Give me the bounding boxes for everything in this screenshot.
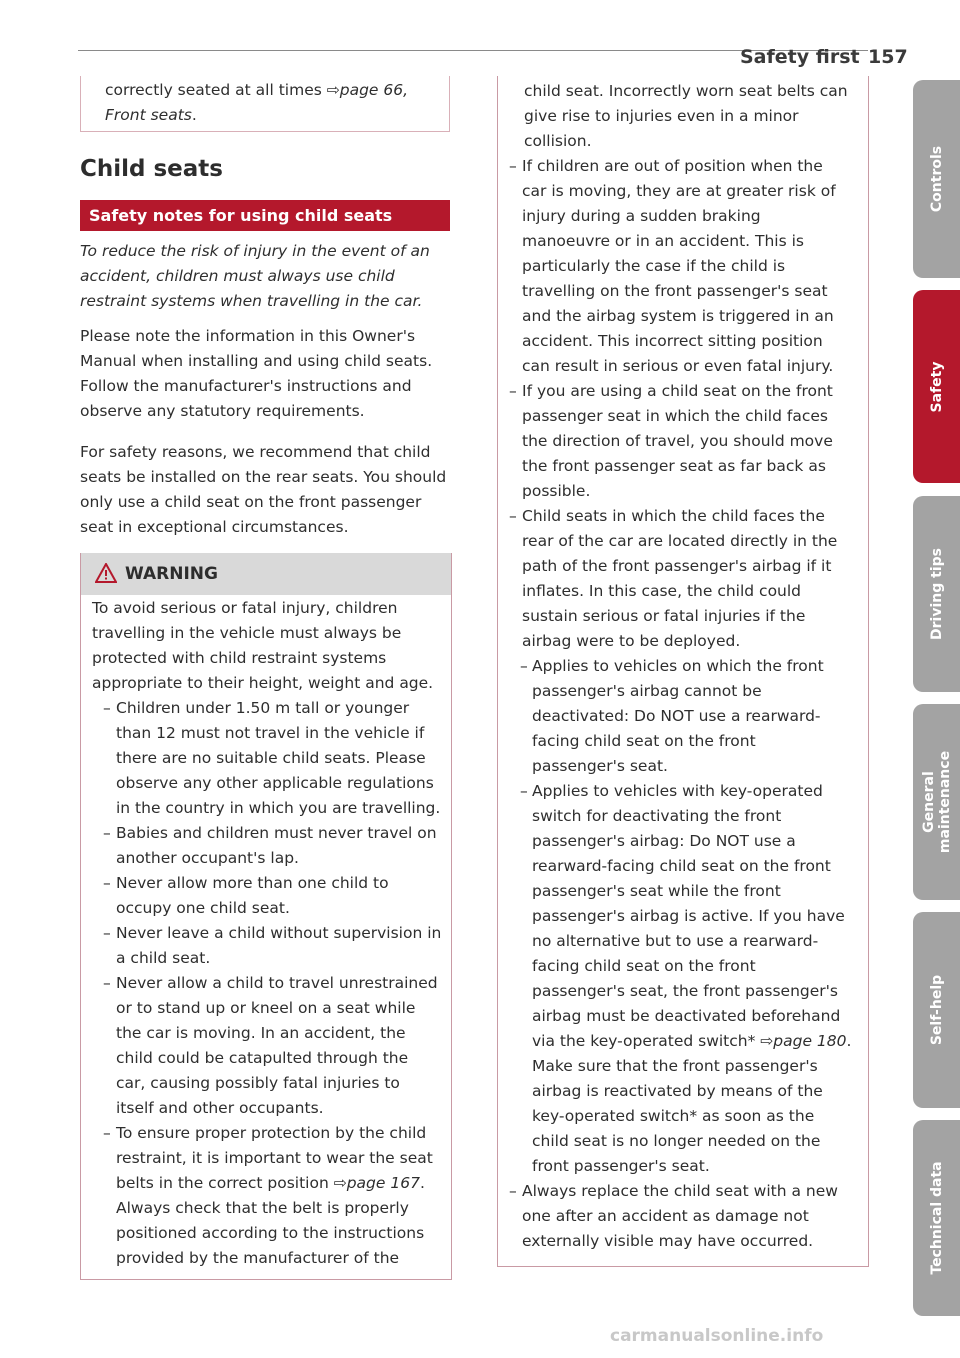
warning-continued-text: child seat. Incorrectly worn seat belts can give rise to injuries even in a minor collision. xyxy=(524,82,848,150)
tab-driving-tips[interactable]: Driving tips xyxy=(913,496,960,692)
body-paragraph-1: Please note the information in this Owner's Manual when installing and using child seats. Follow the manufacturer's instructions and observe any statutory requirements. xyxy=(80,327,433,420)
page-reference-link[interactable]: page 66, Front seats xyxy=(105,81,409,124)
warning-bullet: – If children are out of position when the car is moving, they are at greater risk of injury during a sudden braking manoeuvre or in an accident. This is particularly the case if the child is travelling on the front passenger's seat and the airbag system is triggered in an accident. This incorrect sitting position can result in serious or even fatal injury. xyxy=(509,157,836,375)
warning-bullet: – Child seats in which the child faces the rear of the car are located directly in the path of the front passenger's airbag if it inflates. In this case, the child could sustain serious or fatal injuries if the airbag were to be deployed. xyxy=(509,507,838,650)
warning-bullet: – To ensure proper protection by the child restraint, it is important to wear the seat belts in the correct position ⇨page 167. Always check that the belt is properly positioned according to the instructions provided by the manufacturer of the xyxy=(103,1124,433,1267)
warning-header xyxy=(81,553,451,595)
section-heading: Child seats xyxy=(80,156,223,182)
warning-triangle-icon xyxy=(95,563,117,583)
continuation-text: correctly seated at all times xyxy=(105,81,327,99)
warning-bullet: – Never allow more than one child to occupy one child seat. xyxy=(103,874,389,917)
page-number: 157 xyxy=(868,46,908,68)
warning-bullet: – Never leave a child without supervision in a child seat. xyxy=(103,924,442,967)
watermark: carmanualsonline.info xyxy=(610,1326,824,1346)
tab-technical-data[interactable]: Technical data xyxy=(913,1120,960,1316)
tab-self-help[interactable]: Self-help xyxy=(913,912,960,1108)
continued-warning-box: correctly seated at all times ⇨page 66, Front seats. xyxy=(80,76,450,132)
warning-box-continued xyxy=(497,76,869,1267)
warning-bullet: – Babies and children must never travel on another occupant's lap. xyxy=(103,824,437,867)
warning-lead: To avoid serious or fatal injury, children travelling in the vehicle must always be protected with child restraint systems appropriate to their height, weight and age. xyxy=(92,599,434,692)
tab-safety[interactable]: Safety xyxy=(913,290,960,483)
arrow-icon: ⇨ xyxy=(760,1032,774,1050)
body-paragraph-2: For safety reasons, we recommend that child seats be installed on the rear seats. You should only use a child seat on the front passenger seat in exceptional circumstances. xyxy=(80,443,447,536)
arrow-icon: ⇨ xyxy=(333,1174,347,1192)
warning-label: WARNING xyxy=(125,564,218,584)
arrow-icon: ⇨ xyxy=(326,81,340,99)
tab-controls[interactable]: Controls xyxy=(913,80,960,278)
warning-bullet: – If you are using a child seat on the front passenger seat in which the child faces the direction of travel, you should move the front passenger seat as far back as possible. xyxy=(509,382,833,500)
subheading-bar xyxy=(80,200,450,231)
warning-bullet: – Children under 1.50 m tall or younger than 12 must not travel in the vehicle if there are no suitable child seats. Please observe any other applicable regulations in the country in which you are travelling. xyxy=(103,699,441,817)
running-header-title: Safety first xyxy=(740,46,860,68)
subheading: Safety notes for using child seats xyxy=(89,206,393,225)
page-reference-link[interactable]: page 180 xyxy=(773,1032,847,1050)
warning-box xyxy=(80,553,452,1280)
warning-sub-bullet: – Applies to vehicles with key-operated switch for deactivating the front passenger's airbag: Do NOT use a rearward-facing child seat on the front passenger's seat while the front passenger's airbag is active. If you have no alternative but to use a rearward-facing child seat on the front passenger's seat, the front passenger's airbag must be deactivated beforehand via the key-operated switch* ⇨page 180. Make sure that the front passenger's airbag is reactivated by means of the key-operated switch* as soon as the child seat is no longer needed on the front passenger's seat. xyxy=(520,782,852,1175)
warning-bullet: – Always replace the child seat with a new one after an accident as damage not externally visible may have occurred. xyxy=(509,1182,838,1250)
tab-general-maintenance[interactable]: General maintenance xyxy=(913,704,960,900)
page-reference-link[interactable]: page 167 xyxy=(346,1174,420,1192)
intro-paragraph: To reduce the risk of injury in the event of an accident, children must always use child restraint systems when travelling in the car. xyxy=(80,242,430,310)
warning-bullet: – Never allow a child to travel unrestrained or to stand up or kneel on a seat while the car is moving. In an accident, the child could be catapulted through the car, causing possibly fatal injuries to itself and other occupants. xyxy=(103,974,438,1117)
warning-sub-bullet: – Applies to vehicles on which the front passenger's airbag cannot be deactivated: Do NOT use a rearward-facing child seat on the front passenger's seat. xyxy=(520,657,824,775)
